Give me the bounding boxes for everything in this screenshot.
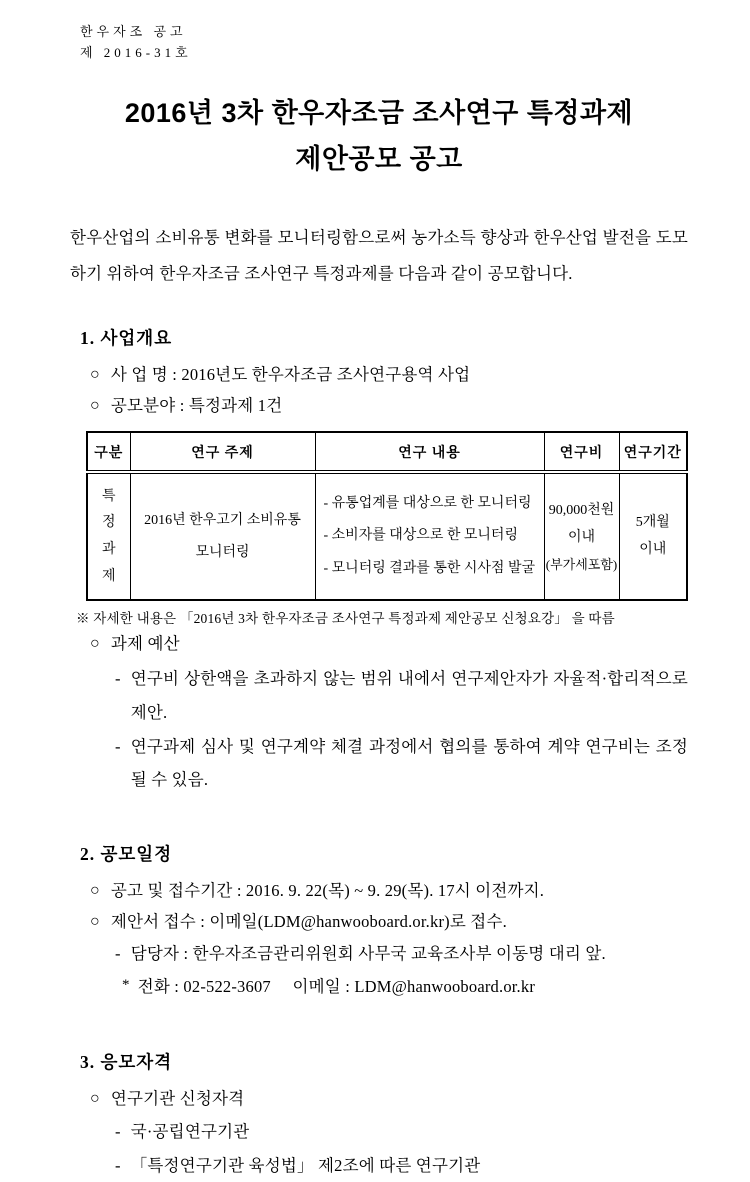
sub-item-text: 담당자 : 한우자조금관리위원회 사무국 교육조사부 이동명 대리 앞.	[130, 944, 606, 964]
list-item-text: 연구기관 신청자격	[110, 1089, 245, 1109]
cell-text: 정	[101, 515, 116, 531]
cell-budget	[544, 472, 619, 600]
asterisk-bullet-icon: *	[122, 977, 130, 994]
cell-content	[315, 472, 544, 600]
circle-bullet-icon: ○	[90, 396, 100, 414]
cell-text: 이내	[639, 541, 667, 557]
list-item-budget	[70, 629, 688, 660]
cell-text: 특	[101, 488, 116, 504]
list-item-field	[70, 391, 688, 422]
cell-text: 5개월	[635, 515, 670, 531]
cell-text: 이내	[567, 530, 596, 546]
list-item-text: 과제 예산	[110, 634, 180, 654]
section3-heading: 3. 응모자격	[80, 1052, 173, 1073]
list-item-eligibility	[70, 1084, 688, 1115]
cell-text: 모니터링	[195, 544, 250, 560]
sub-item-contact-person	[70, 937, 688, 971]
title-line1: 2016년 3차 한우자조금 조사연구 특정과제	[124, 97, 634, 128]
column-header-budget: 연구비	[544, 432, 619, 472]
table-header-row	[87, 432, 687, 472]
project-table	[86, 431, 688, 601]
cell-text: 제	[101, 568, 116, 584]
section-schedule	[70, 841, 688, 1003]
section-eligibility	[70, 1049, 688, 1182]
cell-text: - 모니터링 결과를 통한 시사점 발굴	[323, 561, 535, 577]
cell-text: - 유통업계를 대상으로 한 모니터링	[323, 495, 532, 511]
notice-org: 한우자조 공고	[80, 24, 187, 39]
sub-item-text: 연구비 상한액을 초과하지 않는 범위 내에서 연구제안자가 자율적·합리적으로 제안.	[130, 668, 688, 722]
circle-bullet-icon: ○	[90, 366, 100, 384]
circle-bullet-icon: ○	[90, 882, 100, 900]
page-title	[70, 90, 688, 183]
list-item-submission	[70, 907, 688, 938]
dash-bullet-icon: -	[115, 736, 121, 756]
sub-item-text: 연구과제 심사 및 연구계약 체결 과정에서 협의를 통하여 계약 연구비는 조정될 수 있음.	[130, 736, 688, 790]
column-header-content: 연구 내용	[315, 432, 544, 472]
sub-item-contact-info	[70, 971, 688, 1003]
sub-item-budget-rule-1	[70, 662, 688, 730]
dash-bullet-icon: -	[115, 944, 121, 964]
list-item-text: 제안서 접수 : 이메일(LDM@hanwooboard.or.kr)로 접수.	[110, 911, 507, 931]
column-header-period: 연구기간	[619, 432, 687, 472]
notice-number: 제 2016-31호	[80, 44, 192, 60]
cell-text: 과	[101, 541, 116, 557]
section2-heading: 2. 공모일정	[80, 844, 173, 865]
dash-bullet-icon: -	[115, 668, 121, 688]
cell-text: 2016년 한우고기 소비유통	[144, 512, 301, 528]
section1-heading: 1. 사업개요	[80, 328, 173, 349]
circle-bullet-icon: ○	[90, 1090, 100, 1108]
intro-paragraph: 한우산업의 소비유통 변화를 모니터링함으로써 농가소득 향상과 한우산업 발전을 도모하기 위하여 한우자조금 조사연구 특정과제를 다음과 같이 공모합니다.	[70, 228, 688, 283]
column-header-topic: 연구 주제	[130, 432, 315, 472]
dash-bullet-icon: -	[115, 1155, 121, 1175]
table-row	[87, 472, 687, 600]
column-header-gubun: 구분	[87, 432, 130, 472]
title-line2: 제안공모 공고	[295, 144, 463, 175]
sub-item-text: 국·공립연구기관	[130, 1121, 250, 1141]
sub-item-special-institute	[70, 1149, 688, 1182]
cell-period	[619, 472, 687, 600]
list-item-text: 사 업 명 : 2016년도 한우자조금 조사연구용역 사업	[110, 365, 471, 385]
list-item-business-name	[70, 360, 688, 391]
section-business-overview	[70, 325, 688, 797]
list-item-text: 공고 및 접수기간 : 2016. 9. 22(목) ~ 9. 29(목). 17시 이전까지.	[110, 881, 545, 901]
sub-item-text: 「특정연구기관 육성법」 제2조에 따른 연구기관	[130, 1155, 481, 1175]
table-footnote: ※ 자세한 내용은 「2016년 3차 한우자조금 조사연구 특정과제 제안공모 신청요강」 을 따름	[76, 611, 615, 627]
sub-item-text: 전화 : 02-522-3607 이메일 : LDM@hanwooboard.or.kr	[137, 977, 536, 997]
list-item-text: 공모분야 : 특정과제 1건	[110, 395, 283, 415]
dash-bullet-icon: -	[115, 1121, 121, 1141]
cell-topic	[130, 472, 315, 600]
cell-gubun	[87, 472, 130, 600]
list-item-period	[70, 876, 688, 907]
sub-item-national-institute	[70, 1115, 688, 1149]
cell-text: 90,000천원	[548, 502, 615, 518]
circle-bullet-icon: ○	[90, 912, 100, 930]
sub-item-budget-rule-2	[70, 730, 688, 798]
circle-bullet-icon: ○	[90, 635, 100, 653]
notice-header	[70, 22, 688, 64]
cell-text: - 소비자를 대상으로 한 모니터링	[323, 528, 518, 544]
cell-text: (부가세포함)	[545, 556, 618, 572]
